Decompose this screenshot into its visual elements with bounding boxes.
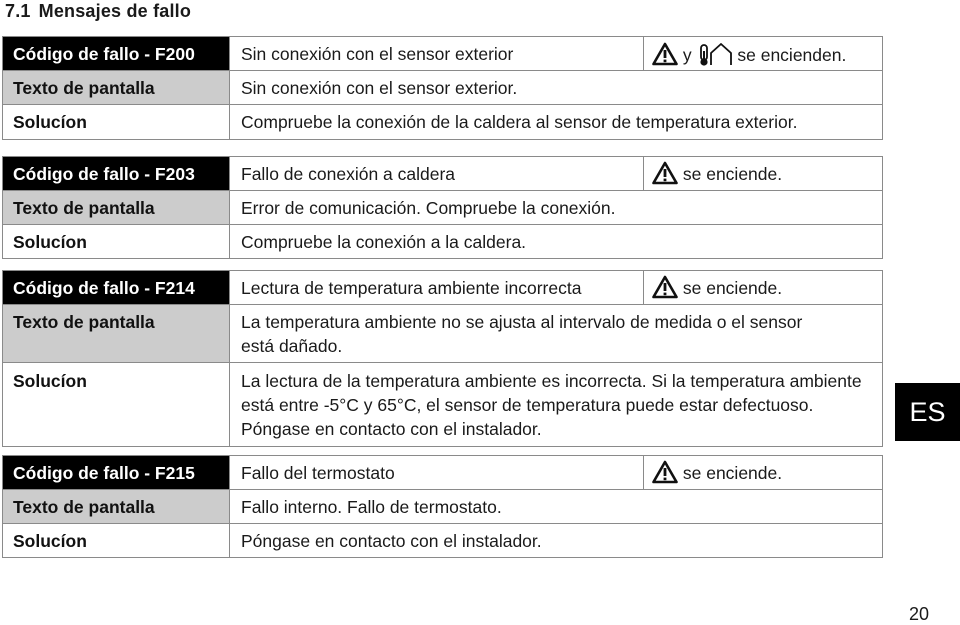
warning-triangle-icon: [652, 42, 678, 66]
section-heading: Mensajes de fallo: [38, 1, 192, 21]
status-text: se enciende.: [682, 278, 783, 298]
solution-row: [3, 225, 883, 259]
display-text-row: [3, 191, 883, 225]
solution-text: La lectura de la temperatura ambiente es incorrecta. Si la temperatura ambiente está entre -5°C y 65°C, el sensor de temperatura puede estar defectuoso. Póngase en contacto con el instalador.: [230, 363, 883, 447]
fault-code-row: [3, 157, 883, 191]
fault-table-f214: [2, 270, 883, 447]
solution-label: Solucíon: [3, 363, 230, 447]
fault-status: [644, 271, 883, 305]
display-text-label: Texto de pantalla: [3, 191, 230, 225]
solution-label: Solucíon: [3, 105, 230, 140]
status-text: se enciende.: [682, 463, 783, 483]
solution-text: Compruebe la conexión de la caldera al sensor de temperatura exterior.: [230, 105, 883, 140]
status-text: se enciende.: [682, 164, 783, 184]
outdoor-sensor-icon: [699, 41, 733, 67]
status-text: se encienden.: [737, 44, 847, 65]
section-title: [5, 1, 191, 22]
fault-description: Fallo del termostato: [230, 456, 644, 490]
display-text-label: Texto de pantalla: [3, 71, 230, 105]
section-number: 7.1: [5, 1, 31, 21]
fault-code-row: [3, 37, 883, 71]
fault-status: [644, 456, 883, 490]
status-and: y: [682, 44, 692, 65]
fault-code-label: Código de fallo - F214: [3, 271, 230, 305]
fault-description: Lectura de temperatura ambiente incorrecta: [230, 271, 644, 305]
solution-row: [3, 363, 883, 447]
fault-description: Fallo de conexión a caldera: [230, 157, 644, 191]
solution-label: Solucíon: [3, 225, 230, 259]
language-tab: ES: [895, 383, 960, 441]
display-text: Sin conexión con el sensor exterior.: [230, 71, 883, 105]
warning-triangle-icon: [652, 460, 678, 484]
solution-text: Póngase en contacto con el instalador.: [230, 524, 883, 558]
fault-code-label: Código de fallo - F203: [3, 157, 230, 191]
warning-triangle-icon: [652, 275, 678, 299]
fault-status: [644, 157, 883, 191]
fault-table-f215: [2, 455, 883, 558]
warning-triangle-icon: [652, 161, 678, 185]
fault-code-label: Código de fallo - F215: [3, 456, 230, 490]
display-text-row: [3, 305, 883, 363]
solution-row: [3, 105, 883, 140]
display-text-row: [3, 490, 883, 524]
page-number: 20: [909, 604, 930, 624]
solution-row: [3, 524, 883, 558]
fault-table-f203: [2, 156, 883, 259]
display-text-label: Texto de pantalla: [3, 490, 230, 524]
fault-description: Sin conexión con el sensor exterior: [230, 37, 644, 71]
fault-code-row: [3, 271, 883, 305]
display-text: La temperatura ambiente no se ajusta al intervalo de medida o el sensor está dañado.: [230, 305, 883, 363]
fault-status: [644, 37, 883, 71]
solution-label: Solucíon: [3, 524, 230, 558]
display-text: Fallo interno. Fallo de termostato.: [230, 490, 883, 524]
display-text-row: [3, 71, 883, 105]
fault-table-f200: [2, 36, 883, 140]
display-text: Error de comunicación. Compruebe la conexión.: [230, 191, 883, 225]
solution-text: Compruebe la conexión a la caldera.: [230, 225, 883, 259]
display-text-label: Texto de pantalla: [3, 305, 230, 363]
fault-code-row: [3, 456, 883, 490]
fault-code-label: Código de fallo - F200: [3, 37, 230, 71]
